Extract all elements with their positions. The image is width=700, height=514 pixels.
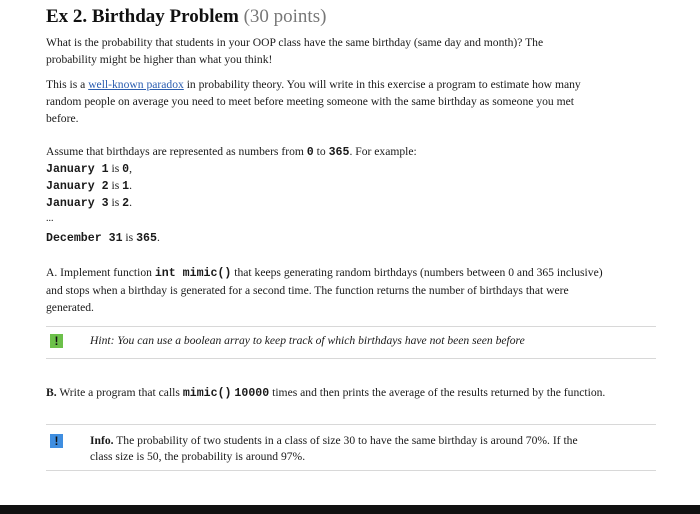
paradox-link[interactable]: well-known paradox (88, 78, 184, 91)
title-text: Ex 2. Birthday Problem (46, 6, 239, 27)
intro-line-2: probability might be higher than what you think! (46, 53, 273, 66)
example-december-31: December 31 is 365. (46, 231, 160, 245)
part-a-line-3: generated. (46, 301, 94, 314)
paradox-line-3: before. (46, 112, 79, 125)
part-a-line-2: and stops when a birthday is generated for a second time. The function returns the number of birthdays that were (46, 284, 569, 297)
part-b-paragraph: B. Write a program that calls mimic() 10000 times and then prints the average of the results returned by the function. (46, 386, 606, 400)
iterations-count: 10000 (234, 387, 270, 400)
repr-mid: to (313, 145, 329, 158)
paradox-line-2: random people on average you need to meet before meeting someone with the same birthday as someone you met (46, 95, 574, 108)
paradox-post: in probability theory. You will write in this exercise a program to estimate how many (183, 78, 581, 91)
repr-pre: Assume that birthdays are represented as numbers from (46, 145, 307, 158)
part-a-line-1: A. Implement function int mimic() that keeps generating random birthdays (numbers between 0 and 365 inclusive) (46, 266, 603, 280)
repr-max: 365 (328, 146, 350, 159)
info-exclamation-icon: ! (50, 434, 63, 448)
representation-paragraph (46, 143, 666, 161)
exclamation-icon: ! (50, 334, 63, 348)
example-january-1: January 1 is 0, (46, 162, 133, 176)
info-text: Info. The probability of two students in a class of size 30 to have the same birthday is around 70%. If the class size is 50, the probability is around 97%. (90, 434, 578, 463)
title-points: (30 points) (243, 6, 327, 27)
intro-line-1: What is the probability that students in your OOP class have the same birthday (same day and month)? The (46, 36, 544, 49)
part-a-paragraph (46, 264, 666, 316)
paradox-line-1 (46, 76, 666, 93)
repr-post: . For example: (349, 145, 417, 158)
info-divider-top (46, 424, 656, 425)
paradox-paragraph (46, 76, 666, 127)
mimic-call: mimic() (182, 387, 232, 400)
repr-zero: 0 (306, 146, 314, 159)
example-january-2: January 2 is 1. (46, 179, 133, 193)
paradox-pre: This is a (46, 78, 89, 91)
bottom-border (0, 505, 700, 514)
example-ellipsis: ... (46, 213, 54, 224)
intro-paragraph (46, 34, 666, 68)
hint-divider-bottom (46, 358, 656, 359)
page-title (46, 6, 326, 28)
example-january-3: January 3 is 2. (46, 196, 133, 210)
hint-text: Hint: You can use a boolean array to keep track of which birthdays have not been seen before (90, 334, 525, 347)
hint-divider-top (46, 326, 656, 327)
mimic-signature: int mimic() (154, 267, 232, 280)
info-divider-bottom (46, 470, 656, 471)
